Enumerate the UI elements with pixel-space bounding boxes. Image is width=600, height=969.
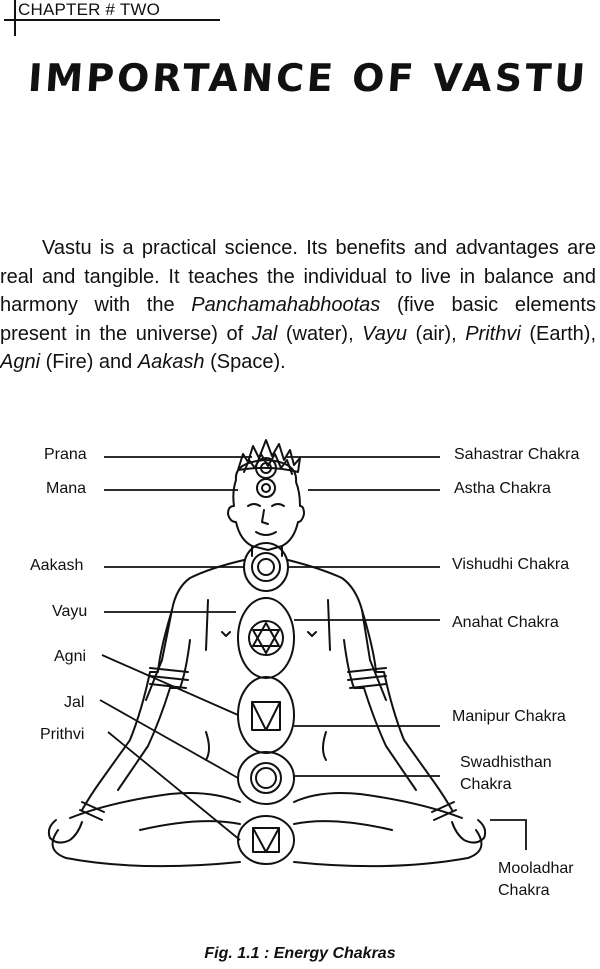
page-title: IMPORTANCE OF VASTU	[26, 56, 590, 100]
label-agni: Agni	[54, 648, 87, 665]
label-manipur: Manipur Chakra	[452, 708, 566, 725]
term-vayu: Vayu	[362, 322, 408, 345]
root-chakra-oval	[238, 816, 294, 864]
para-text-4: (air),	[407, 322, 466, 345]
leader-jal	[100, 700, 238, 778]
chapter-label: CHAPTER # TWO	[18, 0, 161, 19]
term-prithvi: Prithvi	[465, 322, 521, 345]
energy-chakras-figure	[0, 410, 600, 930]
solar-plexus-chakra-oval	[238, 677, 294, 753]
legs-outline	[53, 830, 240, 866]
label-vishudhi: Vishudhi Chakra	[452, 556, 570, 573]
label-mana: Mana	[46, 480, 87, 497]
para-text-6: (Fire) and	[40, 351, 138, 373]
sacral-chakra-oval	[238, 752, 294, 804]
term-agni: Agni	[0, 351, 41, 373]
term-jal: Jal	[251, 322, 278, 345]
label-jal: Jal	[64, 694, 85, 711]
body-paragraph	[0, 234, 596, 377]
label-prana: Prana	[44, 446, 87, 463]
label-vayu: Vayu	[52, 603, 88, 620]
term-panchamahabhootas: Panchamahabhootas	[191, 294, 381, 316]
heart-chakra-oval	[238, 598, 294, 678]
label-astha: Astha Chakra	[454, 480, 551, 497]
label-swadhisthan-line2: Chakra	[460, 776, 512, 793]
torso-outline	[146, 560, 244, 700]
leader-mooladhar	[490, 820, 526, 850]
figure-caption: Fig. 1.1 : Energy Chakras	[204, 945, 396, 962]
para-text-7: (Space).	[204, 351, 286, 373]
label-prithvi: Prithvi	[40, 726, 85, 743]
label-mooladhar-line2: Chakra	[498, 882, 550, 899]
term-aakash: Aakash	[137, 351, 205, 373]
para-text-3: (water),	[277, 322, 363, 345]
label-swadhisthan-line1: Swadhisthan	[460, 754, 552, 771]
para-text-2: (five basic elements present in the universe) of	[0, 294, 596, 345]
label-anahat: Anahat Chakra	[452, 614, 559, 631]
header-vertical-rule	[14, 0, 16, 36]
label-sahastrar: Sahastrar Chakra	[454, 446, 580, 463]
para-text-1: Vastu is a practical science. Its benefits and advantages are real and tangible. It teaches the individual to live in balance and harmony with the	[0, 237, 596, 316]
para-text-5: (Earth),	[520, 322, 597, 345]
label-mooladhar-line1: Mooladhar	[498, 860, 574, 877]
label-aakash: Aakash	[30, 557, 84, 574]
leader-agni	[102, 655, 238, 715]
